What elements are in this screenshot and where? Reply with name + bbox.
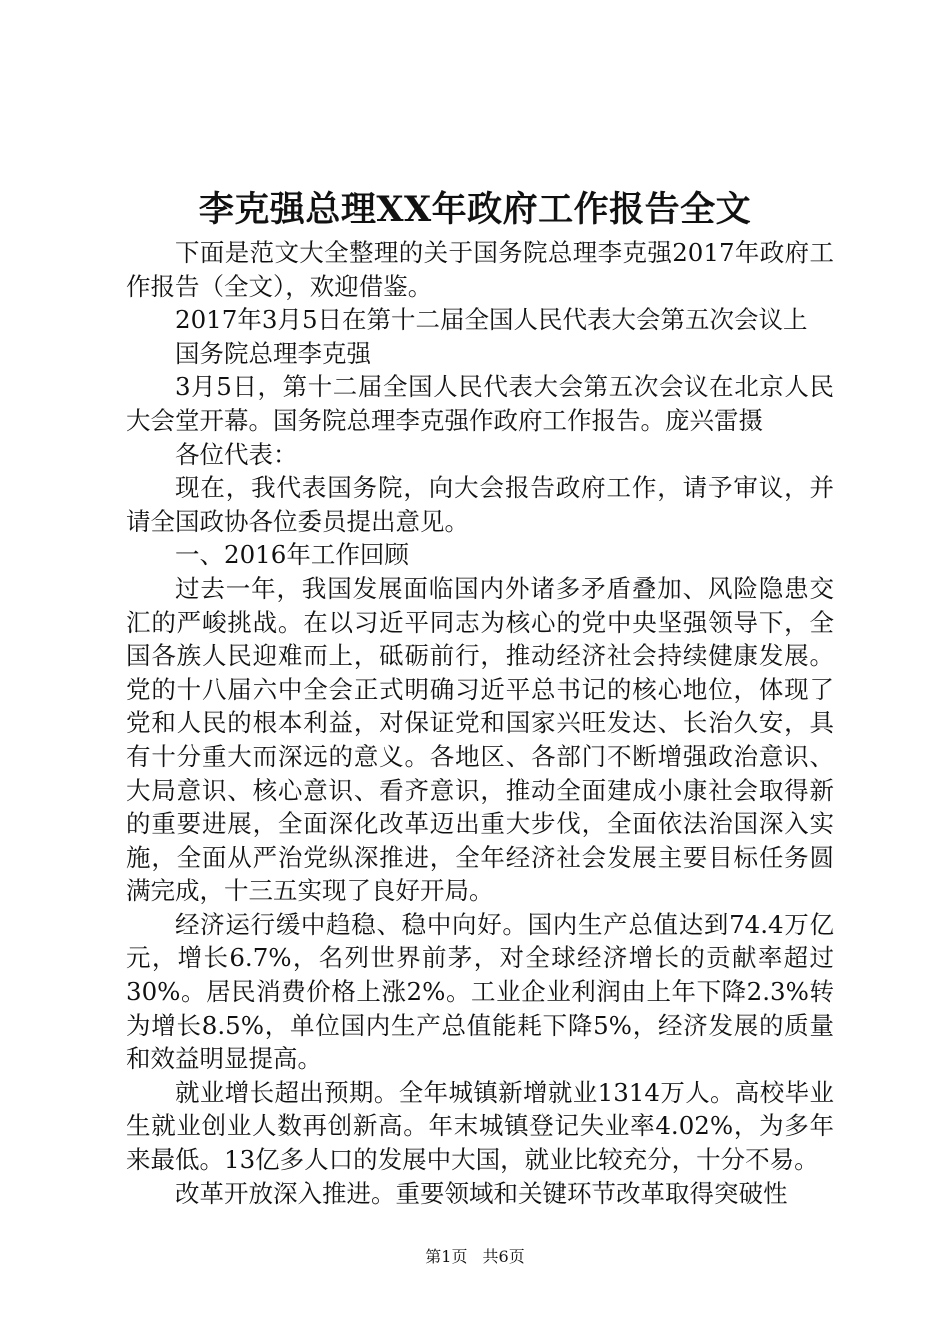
paragraph-review: 过去一年，我国发展面临国内外诸多矛盾叠加、风险隐患交汇的严峻挑战。在以习近平同志为核心的党中央坚强领导下，全国各族人民迎难而上，砥砺前行，推动经济社会持续健康发展。党的十八届六中全会正式明确习近平总书记的核心地位，体现了党和人民的根本利益，对保证党和国家兴旺发达、长治久安，具有十分重大而深远的意义。各地区、各部门不断增强政治意识、大局意识、核心意识、看齐意识，推动全面建成小康社会取得新的重要进展，全面深化改革迈出重大步伐，全面依法治国深入实施，全面从严治党纵深推进，全年经济社会发展主要目标任务圆满完成，十三五实现了良好开局。 <box>126 573 834 906</box>
paragraph-speaker: 国务院总理李克强 <box>175 338 371 368</box>
paragraph-photo-caption: 3月5日，第十二届全国人民代表大会第五次会议在北京人民大会堂开幕。国务院总理李克强作政府工作报告。庞兴雷摄 <box>126 372 834 435</box>
document-body <box>126 236 834 1210</box>
paragraph-meeting-date: 2017年3月5日在第十二届全国人民代表大会第五次会议上 <box>175 305 808 335</box>
document-title: 李克强总理XX年政府工作报告全文 <box>198 189 752 230</box>
paragraph-economy: 经济运行缓中趋稳、稳中向好。国内生产总值达到74.4万亿元，增长6.7%，名列世界前茅，对全球经济增长的贡献率超过30%。居民消费价格上涨2%。工业企业利润由上年下降2.3%转为增长8.5%，单位国内生产总值能耗下降5%，经济发展的质量和效益明显提高。 <box>126 909 834 1074</box>
page-number-current: 第1页 <box>425 1247 468 1266</box>
paragraph-opening: 现在，我代表国务院，向大会报告政府工作，请予审议，并请全国政协各位委员提出意见。 <box>126 473 834 536</box>
paragraph-employment: 就业增长超出预期。全年城镇新增就业1314万人。高校毕业生就业创业人数再创新高。年末城镇登记失业率4.02%，为多年来最低。13亿多人口的发展中大国，就业比较充分，十分不易。 <box>126 1077 834 1175</box>
paragraph-reform: 改革开放深入推进。重要领域和关键环节改革取得突破性 <box>175 1178 788 1208</box>
paragraph-salutation: 各位代表： <box>175 439 298 469</box>
section-heading: 一、2016年工作回顾 <box>175 540 409 570</box>
page-number-total: 共6页 <box>482 1247 525 1266</box>
paragraph-intro: 下面是范文大全整理的关于国务院总理李克强2017年政府工作报告（全文），欢迎借鉴。 <box>126 238 834 301</box>
page-footer <box>0 1246 950 1268</box>
